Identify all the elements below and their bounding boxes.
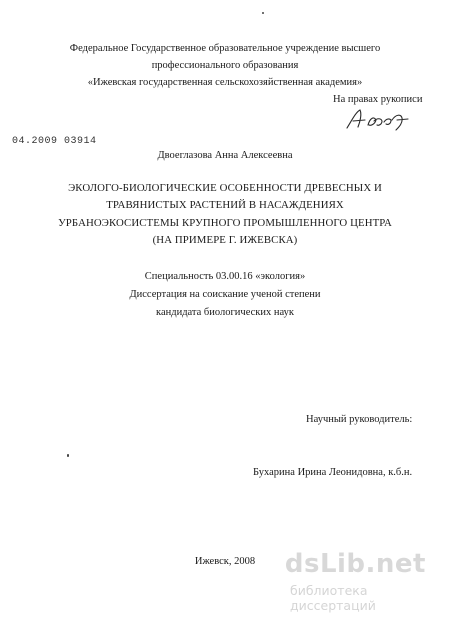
institution-line-2: профессионального образования [151,60,299,71]
institution-line-3: «Ижевская государственная сельскохозяйственная академия» [87,77,363,88]
dslib-watermark [284,549,440,613]
dissertation-purpose: Диссертация на соискание ученой степени [129,289,321,300]
title-line-2: ТРАВЯНИСТЫХ РАСТЕНИЙ В НАСАЖДЕНИЯХ [106,199,344,211]
city-year: Ижевск, 2008 [194,556,256,567]
signature-mark [344,106,414,132]
watermark-subtitle: библиотека диссертаций [290,583,376,613]
supervisor-label: Научный руководитель: [306,414,413,425]
scan-speck [67,454,69,457]
title-line-4: (НА ПРИМЕРЕ Г. ИЖЕВСКА) [152,234,298,246]
degree: кандидата биологических наук [156,307,294,318]
watermark-logo: dsLib.net [284,549,426,579]
specialty: Специальность 03.00.16 «экология» [144,271,306,282]
scan-speck [262,12,264,14]
title-line-3: УРБАНОЭКОСИСТЕМЫ КРУПНОГО ПРОМЫШЛЕННОГО ЦЕНТРА [58,217,392,229]
title-line-1: ЭКОЛОГО-БИОЛОГИЧЕСКИЕ ОСОБЕННОСТИ ДРЕВЕСНЫХ И [68,182,382,194]
author-name: Двоеглазова Анна Алексеевна [157,150,293,161]
archive-stamp: 04.2009 03914 [12,136,97,147]
institution-line-1: Федеральное Государственное образовательное учреждение высшего [69,43,381,54]
rights-notice: На правах рукописи [333,94,423,105]
supervisor-name: Бухарина Ирина Леонидовна, к.б.н. [253,467,413,478]
